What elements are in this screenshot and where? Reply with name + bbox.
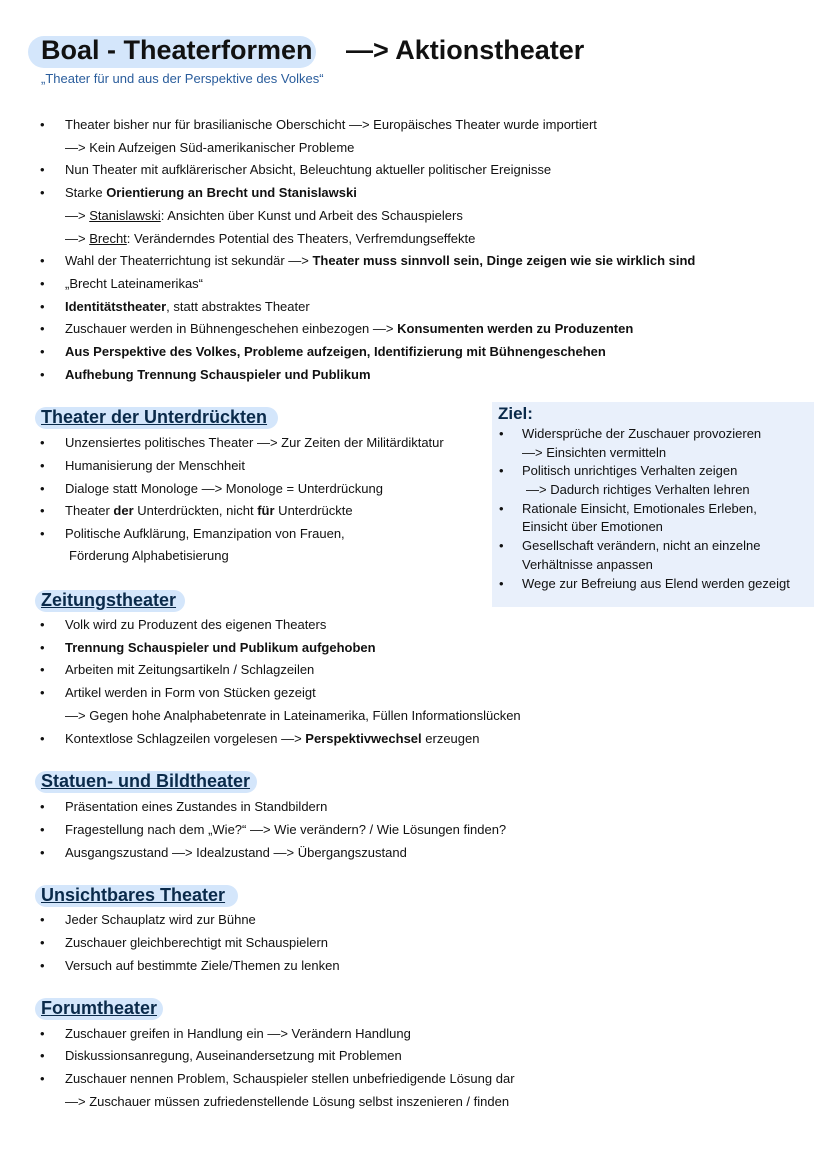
unterdrueckten-line-5: Politische Aufklärung, Emanzipation von Frauen, — [65, 526, 345, 541]
section-heading-unterdrueckten: Theater der Unterdrückten — [41, 407, 268, 427]
statuen-line-2: Fragestellung nach dem „Wie?“ —> Wie verändern? / Wie Lösungen finden? — [65, 822, 507, 837]
unsichtbar-line-2: Zuschauer gleichberechtigt mit Schauspielern — [65, 935, 329, 950]
ziel-line-6: Einsicht über Emotionen — [522, 519, 663, 534]
section-heading-statuen: Statuen- und Bildtheater — [41, 771, 251, 791]
page-subtitle: „Theater für und aus der Perspektive des Volkes“ — [41, 71, 324, 86]
bullet: • — [499, 501, 504, 516]
page-title-arrow: —> Aktionstheater — [346, 35, 585, 65]
bullet: • — [40, 321, 45, 336]
unsichtbar-line-1: Jeder Schauplatz wird zur Bühne — [65, 912, 256, 927]
bullet: • — [40, 185, 45, 200]
ziel-line-3: Politisch unrichtiges Verhalten zeigen — [522, 463, 738, 478]
bullet: • — [499, 463, 504, 478]
forum-line-4: —> Zuschauer müssen zufriedenstellende Lösung selbst inszenieren / finden — [65, 1094, 510, 1109]
statuen-line-1: Präsentation eines Zustandes in Standbildern — [65, 799, 328, 814]
ziel-heading: Ziel: — [498, 404, 533, 423]
intro-line-10: Zuschauer werden in Bühnengeschehen einbezogen —> Konsumenten werden zu Produzenten — [65, 321, 634, 336]
bullet: • — [40, 458, 45, 473]
intro-line-4: Starke Orientierung an Brecht und Stanislawski — [65, 185, 357, 200]
bullet: • — [40, 685, 45, 700]
bullet: • — [40, 117, 45, 132]
intro-line-1: Theater bisher nur für brasilianische Oberschicht —> Europäisches Theater wurde importiert — [65, 117, 597, 132]
zeitung-line-1: Volk wird zu Produzent des eigenen Theaters — [65, 617, 327, 632]
intro-line-11: Aus Perspektive des Volkes, Probleme aufzeigen, Identifizierung mit Bühnengeschehen — [65, 344, 606, 359]
intro-line-8: „Brecht Lateinamerikas“ — [65, 276, 203, 291]
unterdrueckten-line-3: Dialoge statt Monologe —> Monologe = Unterdrückung — [65, 481, 383, 496]
intro-line-12: Aufhebung Trennung Schauspieler und Publikum — [65, 367, 371, 382]
unsichtbar-line-3: Versuch auf bestimmte Ziele/Themen zu lenken — [65, 958, 340, 973]
ziel-line-5: Rationale Einsicht, Emotionales Erleben, — [522, 501, 757, 516]
unterdrueckten-line-4: Theater der Unterdrückten, nicht für Unterdrückte — [65, 503, 353, 518]
bullet: • — [40, 731, 45, 746]
bullet: • — [40, 162, 45, 177]
bullet: • — [40, 526, 45, 541]
bullet: • — [40, 1026, 45, 1041]
bullet: • — [40, 276, 45, 291]
bullet: • — [40, 845, 45, 860]
bullet: • — [40, 1048, 45, 1063]
intro-line-2: —> Kein Aufzeigen Süd-amerikanischer Probleme — [65, 140, 355, 155]
bullet: • — [40, 503, 45, 518]
forum-line-1: Zuschauer greifen in Handlung ein —> Verändern Handlung — [65, 1026, 411, 1041]
section-heading-zeitung: Zeitungstheater — [41, 590, 177, 610]
bullet: • — [40, 253, 45, 268]
ziel-line-4: —> Dadurch richtiges Verhalten lehren — [526, 482, 750, 497]
bullet: • — [40, 958, 45, 973]
intro-line-9: Identitätstheater, statt abstraktes Theater — [65, 299, 310, 314]
forum-line-2: Diskussionsanregung, Auseinandersetzung mit Problemen — [65, 1048, 402, 1063]
bullet: • — [40, 935, 45, 950]
bullet: • — [499, 426, 504, 441]
section-heading-unsichtbar: Unsichtbares Theater — [41, 885, 226, 905]
zeitung-line-5: —> Gegen hohe Analphabetenrate in Lateinamerika, Füllen Informationslücken — [65, 708, 521, 723]
bullet: • — [40, 1071, 45, 1086]
unterdrueckten-line-2: Humanisierung der Menschheit — [65, 458, 245, 473]
page-title: Boal - Theaterformen — [41, 35, 313, 65]
bullet: • — [499, 576, 504, 591]
bullet: • — [40, 822, 45, 837]
bullet: • — [40, 912, 45, 927]
forum-line-3: Zuschauer nennen Problem, Schauspieler stellen unbefriedigende Lösung dar — [65, 1071, 515, 1086]
intro-line-3: Nun Theater mit aufklärerischer Absicht, Beleuchtung aktueller politischer Ereignisse — [65, 162, 552, 177]
bullet: • — [40, 299, 45, 314]
bullet: • — [499, 538, 504, 553]
intro-line-6: —> Brecht: Veränderndes Potential des Theaters, Verfremdungseffekte — [65, 231, 476, 246]
zeitung-line-2: Trennung Schauspieler und Publikum aufgehoben — [65, 640, 376, 655]
zeitung-line-3: Arbeiten mit Zeitungsartikeln / Schlagzeilen — [65, 662, 315, 677]
section-heading-forum: Forumtheater — [41, 998, 158, 1018]
bullet: • — [40, 344, 45, 359]
bullet: • — [40, 481, 45, 496]
unterdrueckten-line-6: Förderung Alphabetisierung — [69, 548, 229, 563]
unterdrueckten-line-1: Unzensiertes politisches Theater —> Zur Zeiten der Militärdiktatur — [65, 435, 444, 450]
bullet: • — [40, 662, 45, 677]
bullet: • — [40, 617, 45, 632]
ziel-line-7: Gesellschaft verändern, nicht an einzelne — [522, 538, 761, 553]
zeitung-line-6: Kontextlose Schlagzeilen vorgelesen —> Perspektivwechsel erzeugen — [65, 731, 480, 746]
ziel-line-8: Verhältnisse anpassen — [522, 557, 653, 572]
intro-line-5: —> Stanislawski: Ansichten über Kunst und Arbeit des Schauspielers — [65, 208, 463, 223]
ziel-line-1: Widersprüche der Zuschauer provozieren — [522, 426, 762, 441]
bullet: • — [40, 435, 45, 450]
intro-line-7: Wahl der Theaterrichtung ist sekundär —> Theater muss sinnvoll sein, Dinge zeigen wie sie wirklich sind — [65, 253, 696, 268]
ziel-line-2: —> Einsichten vermitteln — [522, 445, 667, 460]
zeitung-line-4: Artikel werden in Form von Stücken gezeigt — [65, 685, 316, 700]
statuen-line-3: Ausgangszustand —> Idealzustand —> Übergangszustand — [65, 845, 407, 860]
ziel-line-9: Wege zur Befreiung aus Elend werden gezeigt — [522, 576, 790, 591]
bullet: • — [40, 640, 45, 655]
bullet: • — [40, 799, 45, 814]
bullet: • — [40, 367, 45, 382]
